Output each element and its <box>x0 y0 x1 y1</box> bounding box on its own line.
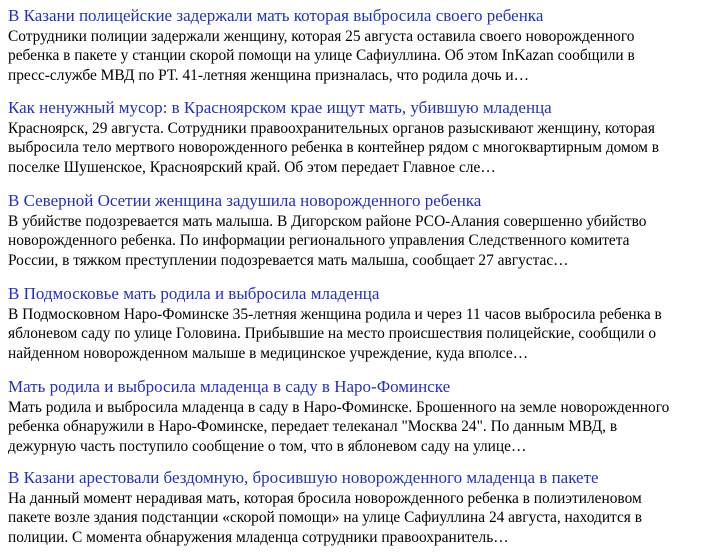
snippet-line: новорожденного ребенка. По информации регионального управления Следственного комитета <box>8 232 630 250</box>
snippet-line: России, в тяжком преступлении подозревается мать малыша, сообщает 27 августас… <box>8 251 569 269</box>
result-title-link[interactable]: В Казани арестовали бездомную, бросившую новорожденного младенца в пакете <box>8 468 599 487</box>
result-item <box>8 467 704 547</box>
result-item <box>8 5 704 85</box>
snippet-line: поселке Шушенское, Красноярский край. Об этом передает Главное сле… <box>8 158 496 176</box>
result-title-link[interactable]: В Северной Осетии женщина задушила новорожденного ребенка <box>8 191 482 210</box>
snippet-line: полиции. С момента обнаружения младенца сотрудники правоохранитель… <box>8 528 509 546</box>
result-snippet <box>8 398 704 456</box>
result-title-link[interactable]: В Казани полицейские задержали мать которая выбросила своего ребенка <box>8 6 544 25</box>
snippet-line: яблоневом саду по улице Головина. Прибывшие на место происшествия полицейские, сообщили о <box>8 325 657 343</box>
result-title-link[interactable]: В Подмосковье мать родила и выбросила младенца <box>8 284 380 303</box>
snippet-line: дежурную часть поступило сообщение о том, что в яблоневом саду на улице… <box>8 437 527 455</box>
snippet-line: найденном новорожденном малыше в медицинское учреждение, куда вполсе… <box>8 344 529 362</box>
result-snippet <box>8 119 704 177</box>
snippet-line: пакете возле здания подстанции «скорой помощи» на улице Сафиуллина 24 августа, находится в <box>8 509 642 527</box>
snippet-line: Мать родила и выбросила младенца в саду в Наро-Фоминске. Брошенного на земле новорожденного <box>8 399 670 416</box>
result-title-link[interactable]: Мать родила и выбросила младенца в саду в Наро-Фоминске <box>8 377 451 396</box>
snippet-line: Сотрудники полиции задержали женщину, которая 25 августа оставила своего новорожденного <box>8 28 635 45</box>
snippet-line: выбросила тело мертвого новорожденного ребенка в контейнер рядом с многоквартирным домом в <box>8 139 660 157</box>
result-item <box>8 376 704 456</box>
result-snippet <box>8 305 704 363</box>
snippet-line: В убийстве подозревается мать малыша. В Дигорском районе РСО-Алания совершенно убийство <box>8 213 647 230</box>
result-title-link[interactable]: Как ненужный мусор: в Красноярском крае ищут мать, убившую младенца <box>8 98 552 117</box>
result-item <box>8 190 704 270</box>
snippet-line: Красноярск, 29 августа. Сотрудники правоохранительных органов разыскивают женщину, которая <box>8 120 655 137</box>
result-snippet <box>8 27 704 85</box>
result-snippet <box>8 489 704 547</box>
snippet-line: ребенка в пакете у станции скорой помощи на улице Сафиуллина. Об этом InKazan сообщили в <box>8 47 635 65</box>
result-item <box>8 97 704 177</box>
snippet-line: пресс-службе МВД по РТ. 41-летняя женщина призналась, что родила дочь и… <box>8 66 530 84</box>
result-snippet <box>8 212 704 270</box>
snippet-line: На данный момент нерадивая мать, которая бросила новорожденного ребенка в полиэтиленовом <box>8 490 642 507</box>
snippet-line: ребенка обнаружили в Наро-Фоминске, передает телеканал "Москва 24". По данным МВД, в <box>8 418 618 436</box>
result-item <box>8 283 704 363</box>
snippet-line: В Подмосковном Наро-Фоминске 35-летняя женщина родила и через 11 часов выбросила ребенка в <box>8 306 662 323</box>
